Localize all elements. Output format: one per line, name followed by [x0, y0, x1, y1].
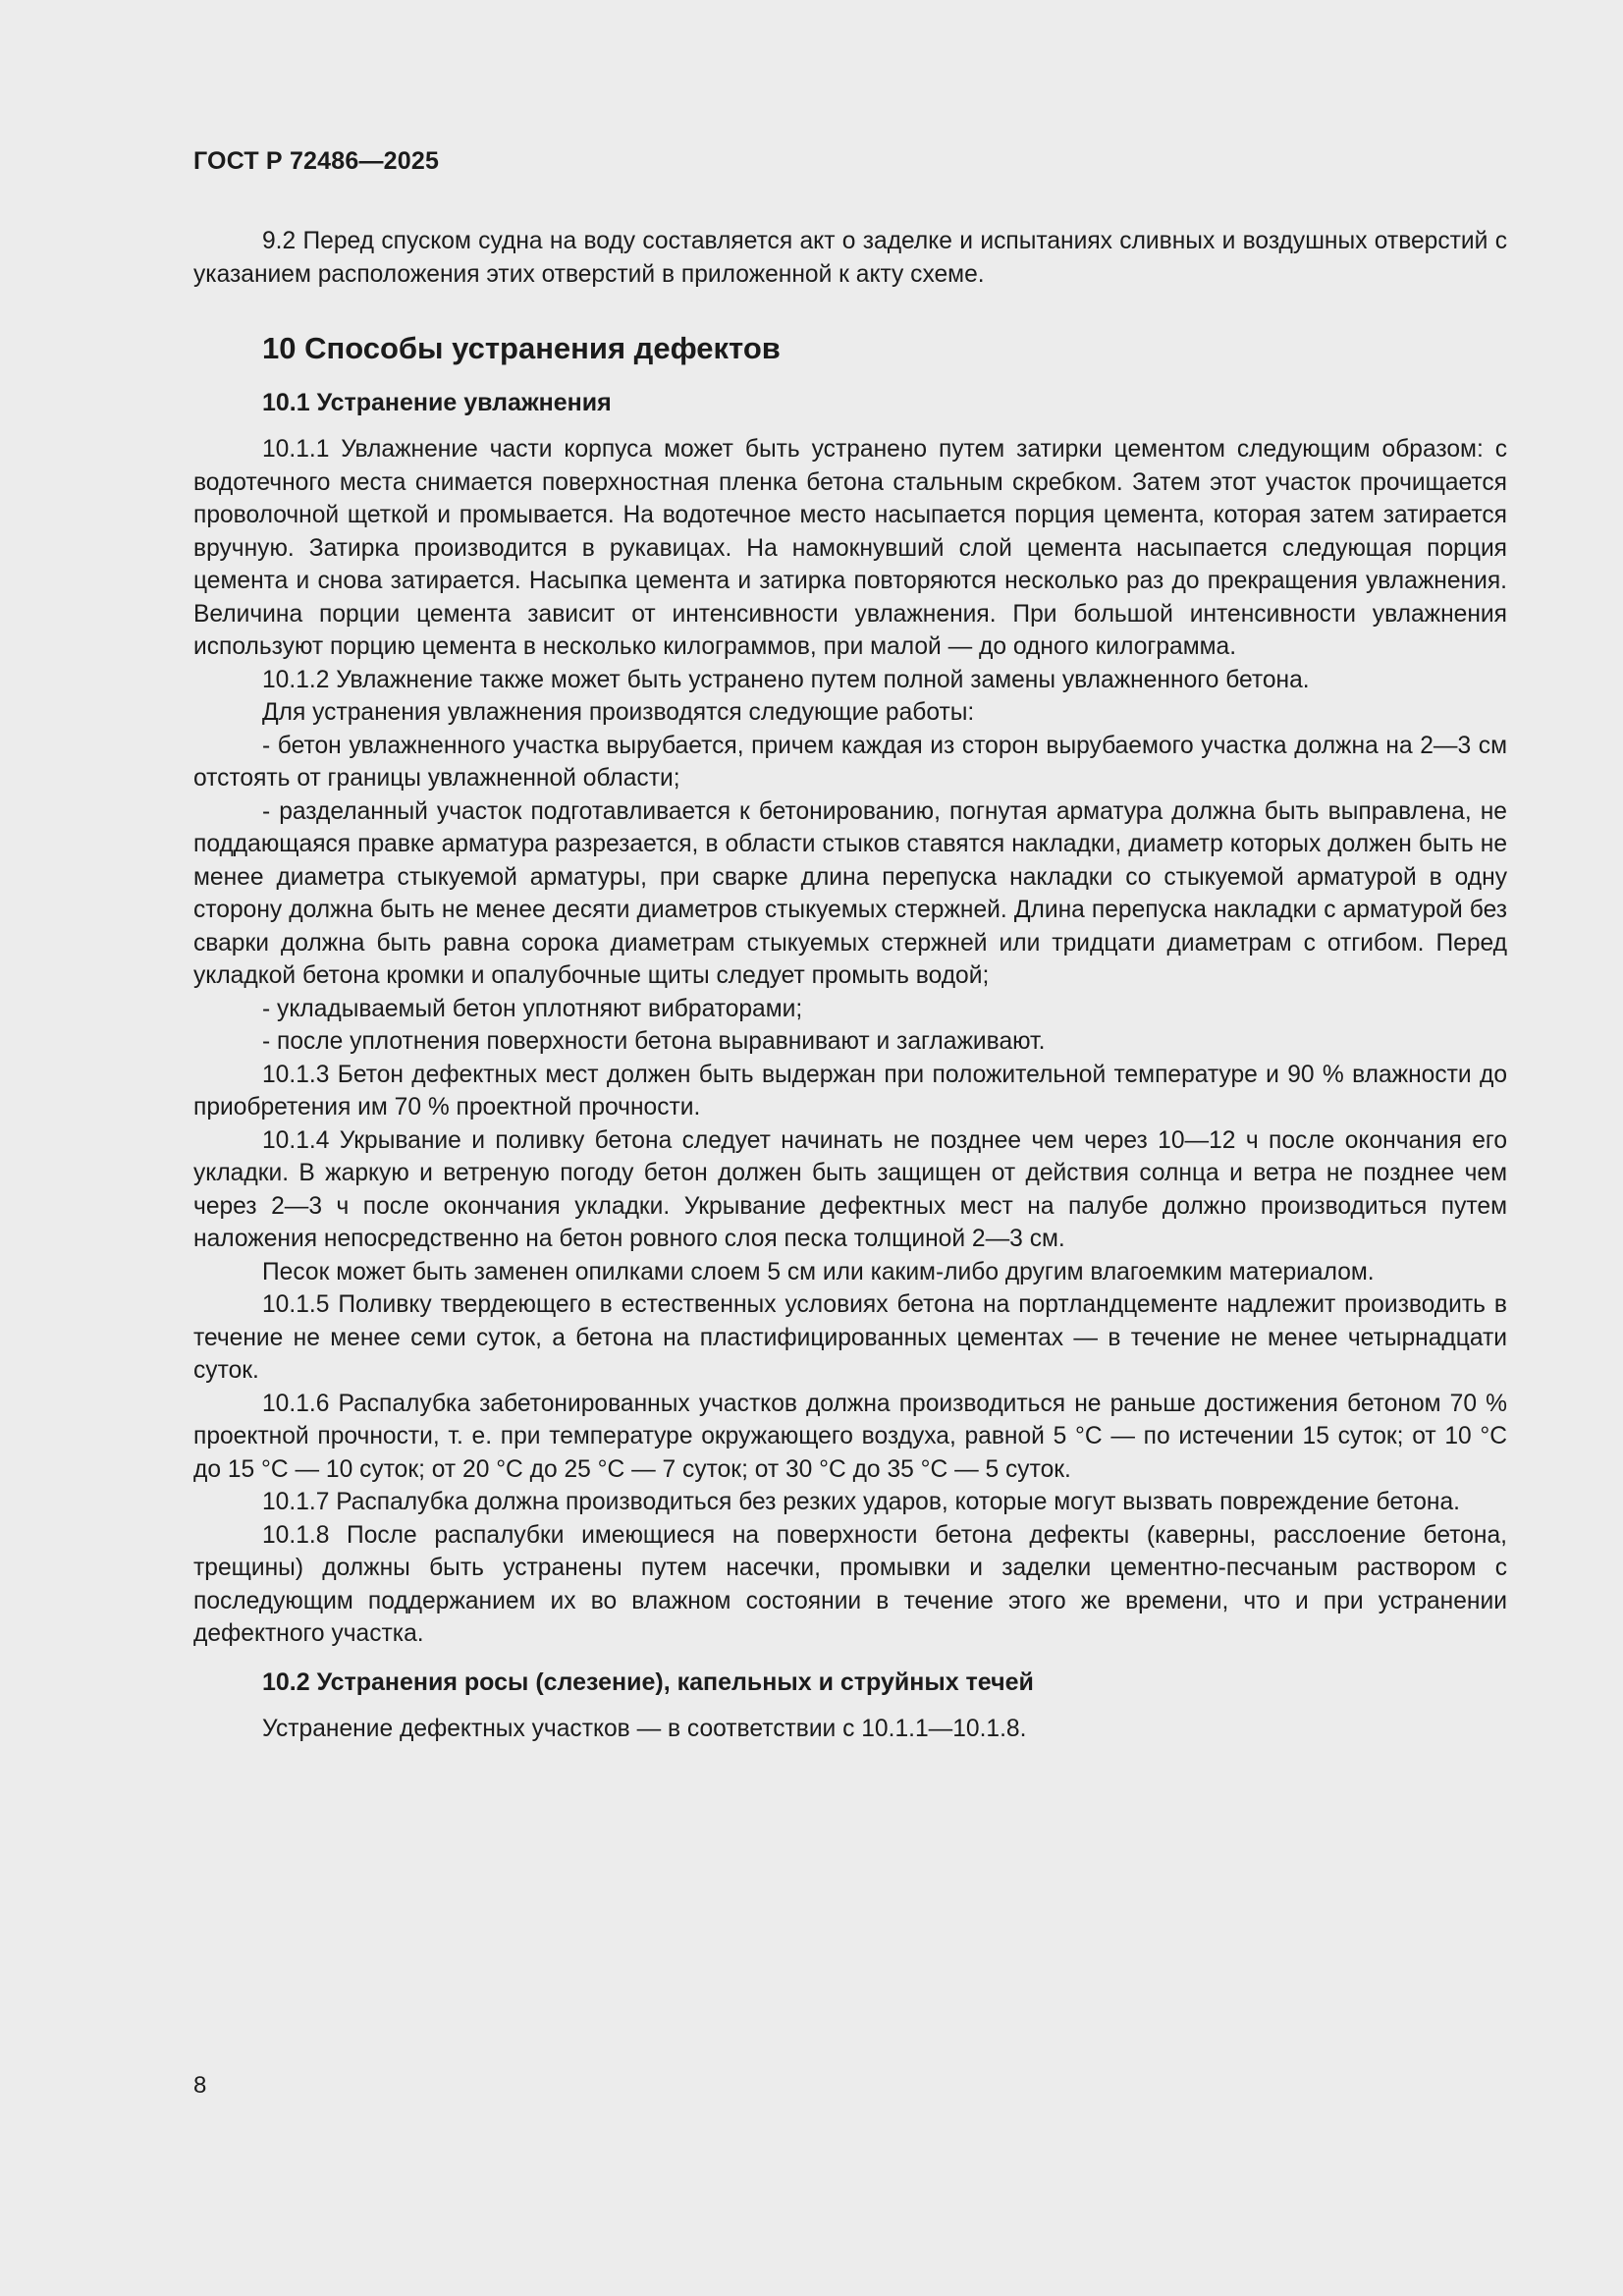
- paragraph-10-1-3: 10.1.3 Бетон дефектных мест должен быть выдержан при положительной температуре и 90 % влажности до приобретения им 70 % проектной прочности.: [193, 1061, 1507, 1121]
- subsection-10-2-title: 10.2 Устранения росы (слезение), капельных и струйных течей: [262, 1667, 1034, 1696]
- paragraph-10-1-7: 10.1.7 Распалубка должна производиться без резких ударов, которые могут вызвать повреждение бетона.: [262, 1489, 1460, 1515]
- subsection-10-1-title: 10.1 Устранение увлажнения: [262, 389, 612, 416]
- list-item: - после уплотнения поверхности бетона выравнивают и заглаживают.: [262, 1028, 1046, 1055]
- paragraph-10-1-1: 10.1.1 Увлажнение части корпуса может быть устранено путем затирки цементом следующим образом: с водотечного места снимается поверхностная пленка бетона стальным скребком. Затем этот участок прочищается проволочной щеткой и промывается. На водотечное место насыпается порция цемента, которая затем затирается вручную. Затирка производится в рукавицах. На намокнувший слой цемента насыпается следующая порция цемента и снова затирается. Насыпка цемента и затирка повторяются несколько раз до прекращения увлажнения. Величина порции цемента зависит от интенсивности увлажнения. При большой интенсивности увлажнения используют порцию цемента в несколько килограммов, при малой — до одного килограмма.: [193, 436, 1507, 660]
- paragraph-10-2: Устранение дефектных участков — в соответствии с 10.1.1—10.1.8.: [262, 1715, 1027, 1742]
- paragraph-10-1-2: 10.1.2 Увлажнение также может быть устранено путем полной замены увлажненного бетона.: [262, 666, 1310, 693]
- paragraph-10-1-5: 10.1.5 Поливку твердеющего в естественных условиях бетона на портландцементе надлежит производить в течение не менее семи суток, а бетона на пластифицированных цементах — в течение не менее четырнадцати суток.: [193, 1291, 1507, 1384]
- section-10-title: 10 Способы устранения дефектов: [262, 331, 781, 365]
- document-page: [193, 147, 1507, 1745]
- list-item: - разделанный участок подготавливается к бетонированию, погнутая арматура должна быть выправлена, не поддающаяся правке арматура разрезается, в области стыков ставятся накладки, диаметр которых должен быть не менее диаметра стыкуемой арматуры, при сварке длина перепуска накладки со стыкуемой арматурой в одну сторону должна быть не менее десяти диаметров стыкуемых стержней. Длина перепуска накладки с арматурой без сварки должна быть равна сорока диаметрам стыкуемых стержней или тридцати диаметрам с отгибом. Перед укладкой бетона кромки и опалубочные щиты следует промыть водой;: [193, 797, 1507, 989]
- paragraph-works-intro: Для устранения увлажнения производятся следующие работы:: [262, 699, 975, 726]
- paragraph-sand-note: Песок может быть заменен опилками слоем 5 см или каким-либо другим влагоемким материалом.: [262, 1258, 1375, 1285]
- paragraph-10-1-6: 10.1.6 Распалубка забетонированных участков должна производиться не раньше достижения бетоном 70 % проектной прочности, т. е. при температуре окружающего воздуха, равной 5 °С — по истечении 15 суток; от 10 °С до 15 °С — 10 суток; от 20 °С до 25 °С — 7 суток; от 30 °С до 35 °С — 5 суток.: [193, 1390, 1507, 1483]
- document-header: ГОСТ Р 72486—2025: [193, 147, 440, 175]
- list-item: - бетон увлажненного участка вырубается, причем каждая из сторон вырубаемого участка должна на 2—3 см отстоять от границы увлажненной области;: [193, 732, 1507, 792]
- paragraph-9-2: 9.2 Перед спуском судна на воду составляется акт о заделке и испытаниях сливных и воздушных отверстий с указанием расположения этих отверстий в приложенной к акту схеме.: [193, 228, 1507, 288]
- list-item: - укладываемый бетон уплотняют вибраторами;: [262, 995, 803, 1022]
- page-number: 8: [193, 2072, 207, 2099]
- paragraph-10-1-4: 10.1.4 Укрывание и поливку бетона следует начинать не позднее чем через 10—12 ч после окончания его укладки. В жаркую и ветреную погоду бетон должен быть защищен от действия солнца и ветра не позднее чем через 2—3 ч после окончания укладки. Укрывание дефектных мест на палубе должно производиться путем наложения непосредственно на бетон ровного слоя песка толщиной 2—3 см.: [193, 1126, 1507, 1252]
- paragraph-10-1-8: 10.1.8 После распалубки имеющиеся на поверхности бетона дефекты (каверны, расслоение бетона, трещины) должны быть устранены путем насечки, промывки и заделки цементно-песчаным раствором с последующим поддержанием их во влажном состоянии в течение этого же времени, что и при устранении дефектного участка.: [193, 1521, 1507, 1647]
